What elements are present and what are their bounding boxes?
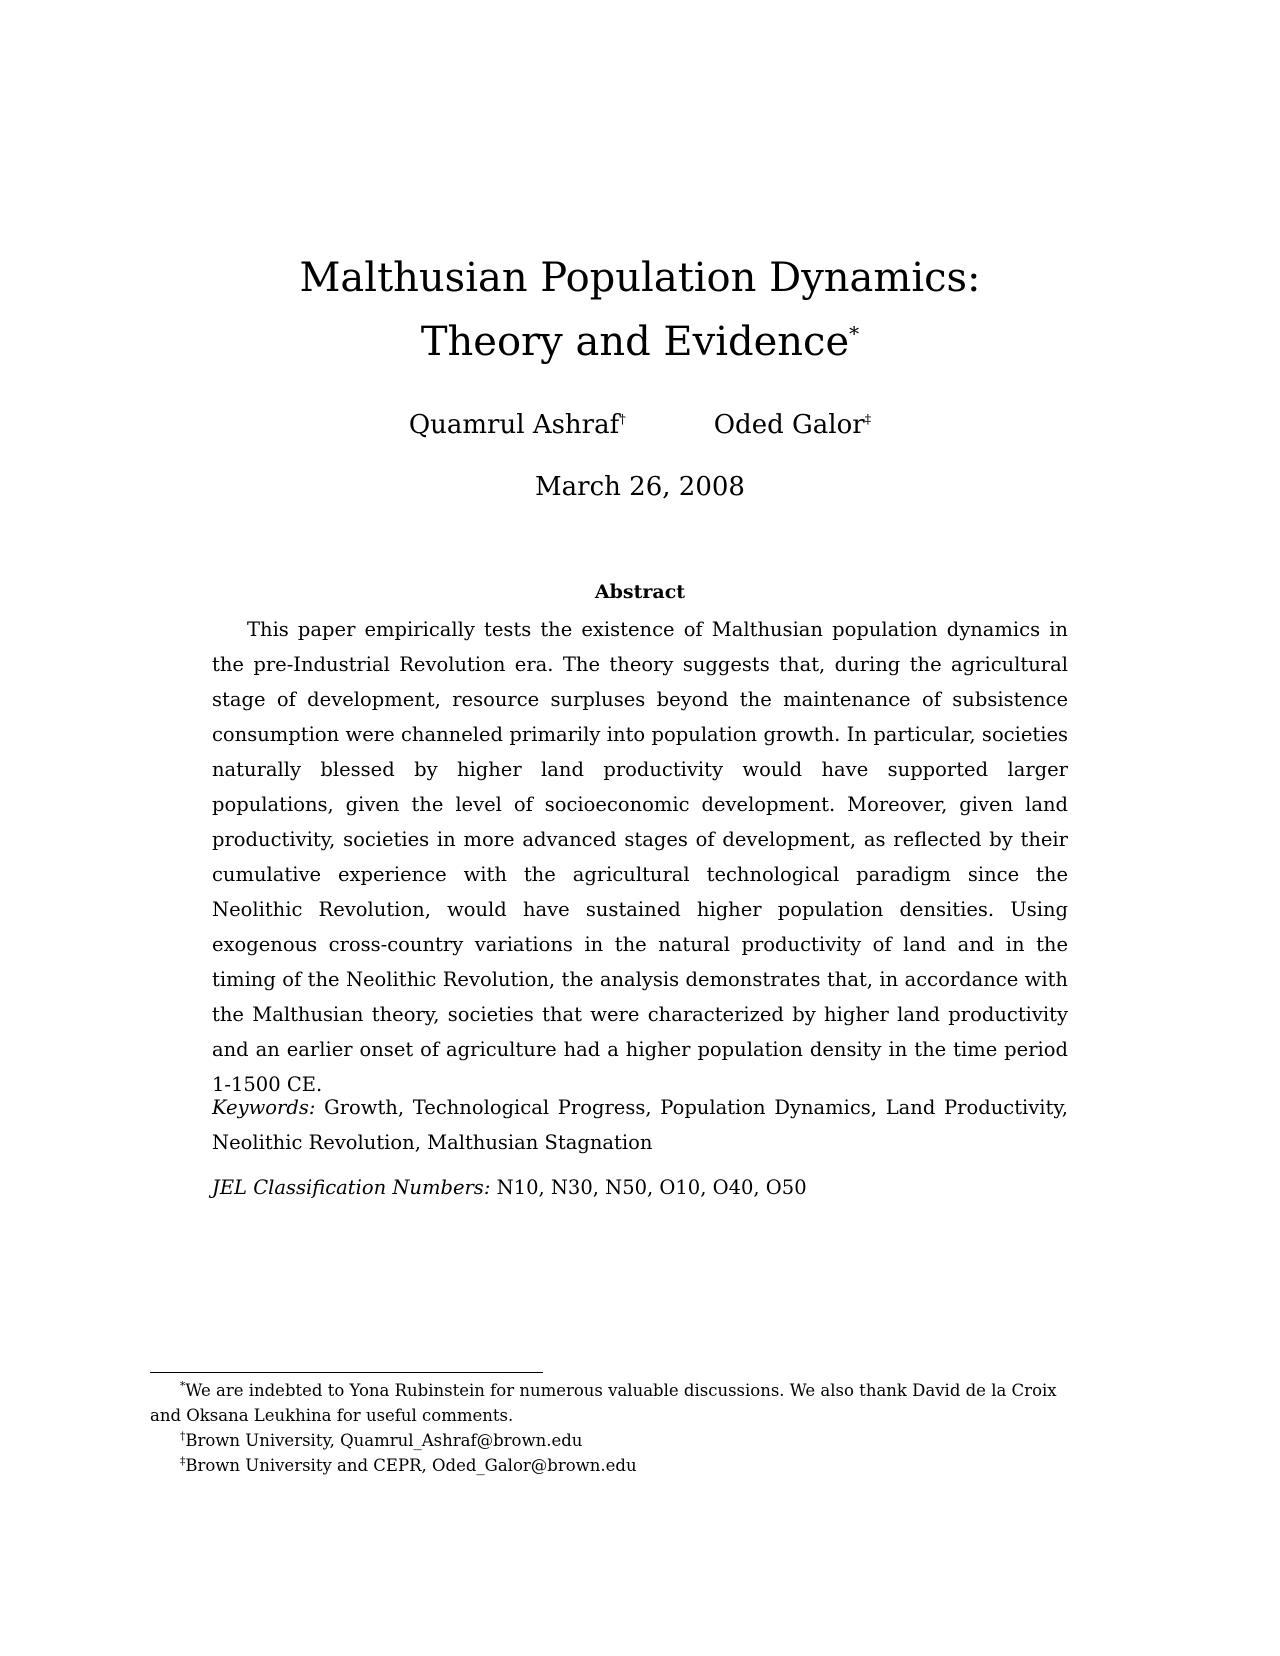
title-footnote-mark: * bbox=[849, 321, 860, 346]
jel-classification bbox=[212, 1170, 1068, 1205]
footnotes bbox=[150, 1378, 1130, 1478]
footnote-divider bbox=[150, 1372, 543, 1373]
author-mark-2: ‡ bbox=[864, 412, 872, 428]
footnote-1-mark: * bbox=[180, 1379, 186, 1393]
footnote-1-text: We are indebted to Yona Rubinstein for numerous valuable discussions. We also thank David de la Croix bbox=[185, 1381, 1057, 1400]
author-mark-1: † bbox=[619, 412, 626, 428]
paper-title bbox=[0, 246, 1280, 374]
footnote-2-text: Brown University, Quamrul_Ashraf@brown.edu bbox=[185, 1431, 583, 1450]
footnote-3-mark: ‡ bbox=[180, 1454, 186, 1468]
author-name-1: Quamrul Ashraf bbox=[408, 410, 620, 440]
footnote-2 bbox=[150, 1428, 1130, 1453]
keywords bbox=[212, 1090, 1068, 1160]
abstract-heading: Abstract bbox=[594, 581, 686, 603]
title-line-2-text: Theory and Evidence bbox=[420, 319, 850, 365]
footnote-2-mark: † bbox=[180, 1429, 186, 1443]
keywords-label: Keywords: bbox=[212, 1096, 316, 1119]
paper-date: March 26, 2008 bbox=[535, 472, 745, 502]
footnote-3 bbox=[150, 1453, 1130, 1478]
title-line-1: Malthusian Population Dynamics: bbox=[299, 255, 981, 301]
footnote-3-text: Brown University and CEPR, Oded_Galor@brown.edu bbox=[185, 1456, 637, 1475]
author-name-2: Oded Galor bbox=[713, 410, 865, 440]
jel-text: N10, N30, N50, O10, O40, O50 bbox=[496, 1176, 807, 1199]
title-line-2 bbox=[0, 310, 1280, 374]
footnote-1-continuation: and Oksana Leukhina for useful comments. bbox=[150, 1406, 514, 1425]
author-list bbox=[0, 408, 1280, 442]
abstract-text: This paper empirically tests the existence of Malthusian population dynamics in the pre-Industrial Revolution era. The theory suggests that, during the agricultural stage of development, resource surpluses beyond the maintenance of subsistence consumption were channeled primarily into population growth. In particular, societies naturally blessed by higher land productivity would have supported larger populations, given the level of socioeconomic development. Moreover, given land productivity, societies in more advanced stages of development, as reflected by their cumulative experience with the agricultural technological paradigm since the Neolithic Revolution, would have sustained higher population densities. Using exogenous cross-country variations in the natural productivity of land and in the timing of the Neolithic Revolution, the analysis demonstrates that, in accordance with the Malthusian theory, societies that were characterized by higher land productivity and an earlier onset of agriculture had a higher population density in the time period 1-1500 CE. bbox=[212, 618, 1068, 1096]
keywords-text: Growth, Technological Progress, Population Dynamics, Land Productivity, Neolithic Revolution, Malthusian Stagnation bbox=[212, 1096, 1068, 1154]
footnote-1 bbox=[150, 1378, 1130, 1403]
jel-label: JEL Classification Numbers: bbox=[212, 1176, 491, 1199]
